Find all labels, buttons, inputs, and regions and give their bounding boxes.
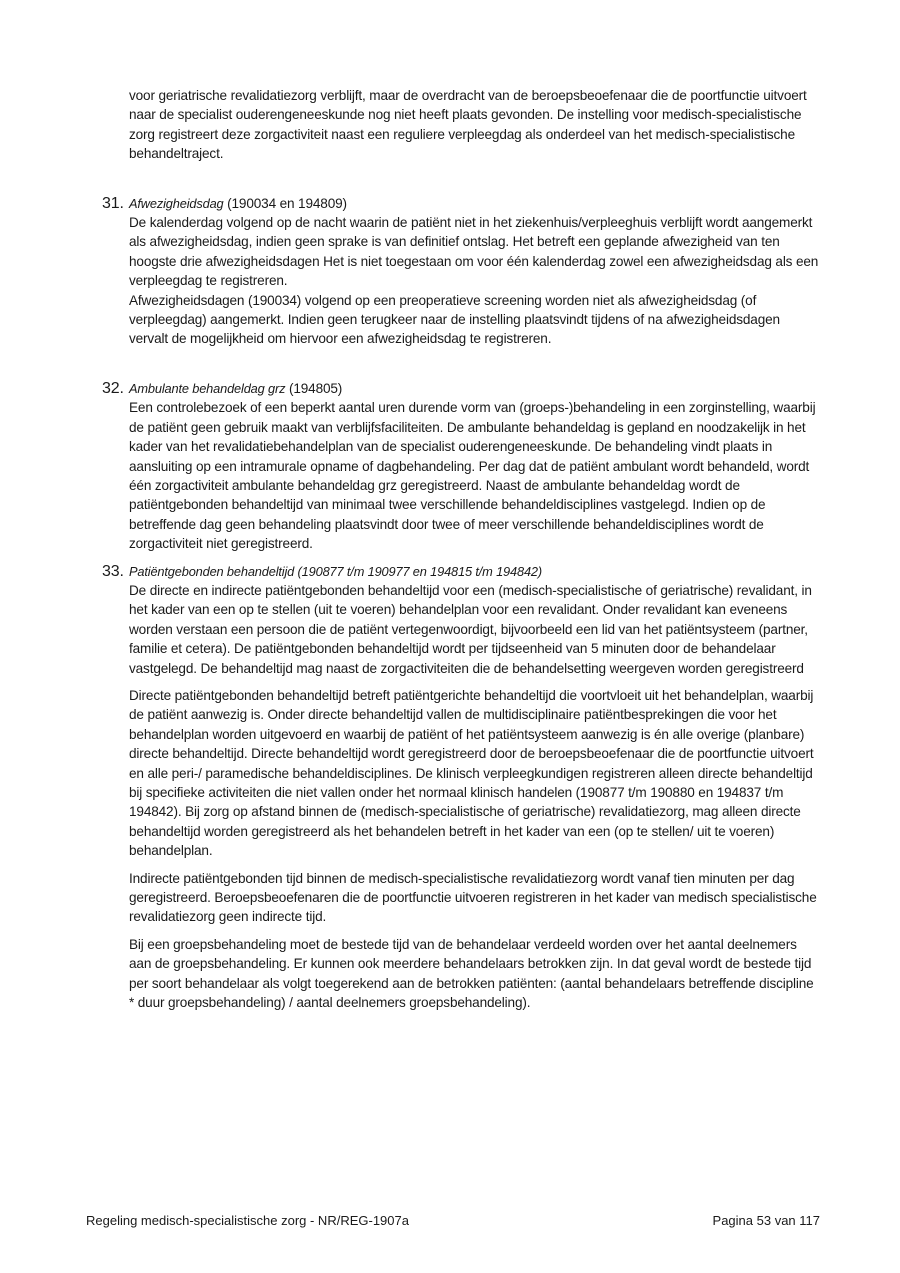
item-title: Ambulante behandeldag grz (194805): [129, 380, 343, 396]
item-title: Afwezigheidsdag (190034 en 194809): [129, 195, 347, 211]
item-paragraph: De directe en indirecte patiëntgebonden behandeltijd voor een (medisch-specialistische of geriatrische) revalidant, in het kader van een op te stellen (uit te voeren) behandelplan voor een revalidant. Onder revalidant kan eveneens worden verstaan een persoon die de patiënt vertegenwoordigt, bijvoorbeeld een lid van het patiëntsysteem (partner, familie et cetera). De patiëntgebonden behandeltijd wordt per tijdseenheid van 5 minuten door de behandelaar vastgelegd. De behandeltijd mag naast de zorgactiviteiten die de behandelsetting weergeven worden geregistreerd: [129, 582, 812, 676]
footer-document-title: Regeling medisch-specialistische zorg - NR/REG-1907a: [86, 1213, 409, 1228]
item-paragraph: Directe patiëntgebonden behandeltijd betreft patiëntgerichte behandeltijd die voortvloeit uit het behandelplan, waarbij de patiënt aanwezig is. Onder directe behandeltijd vallen de multidisciplinaire patiëntbesprekingen die voor het behandelplan worden uitgevoerd en waarbij de patiënt of het patiëntsysteem aanwezig is én alle overige (planbare) directe behandeltijd. Directe behandeltijd wordt geregistreerd door de beroepsbeoefenaar die de poortfunctie uitvoert en alle peri-/ paramedische behandeldisciplines. De klinisch verpleegkundigen registreren alleen directe behandeltijd bij specifieke activiteiten die niet vallen onder het normaal klinisch handelen (190877 t/m 190880 en 194837 t/m 194842). Bij zorg op afstand binnen de (medisch-specialistische of geriatrische) revalidatiezorg, mag alleen directe behandeltijd worden geregistreerd als het behandelen betreft in het kader van een (op te stellen/ uit te voeren) behandelplan.: [129, 687, 814, 859]
item-number: 32.: [102, 379, 124, 397]
page-body: [102, 86, 819, 1012]
item-number: 33.: [102, 562, 124, 580]
list-item-31: [102, 194, 819, 349]
item-paragraph: Bij een groepsbehandeling moet de bestede tijd van de behandelaar verdeeld worden over het aantal deelnemers aan de groepsbehandeling. Er kunnen ook meerdere behandelaars betrokken zijn. In dat geval wordt de bestede tijd per soort behandelaar als volgt toegerekend aan de betrokken patiënten: (aantal behandelaars betreffende discipline * duur groepsbehandeling) / aantal deelnemers groepsbehandeling).: [129, 936, 814, 1011]
intro-paragraph: voor geriatrische revalidatiezorg verblijft, maar de overdracht van de beroepsbeoefenaar die de poortfunctie uitvoert naar de specialist ouderengeneeskunde nog niet heeft plaats gevonden. De instelling voor medisch-specialistische zorg registreert deze zorgactiviteit naast een reguliere verpleegdag als onderdeel van het medisch-specialistische behandeltraject.: [129, 88, 807, 162]
item-paragraph: Indirecte patiëntgebonden tijd binnen de medisch-specialistische revalidatiezorg wordt vanaf tien minuten per dag geregistreerd. Beroepsbeoefenaren die de poortfunctie uitvoeren registreren in het kader van medisch specialistische revalidatiezorg geen indirecte tijd.: [129, 870, 817, 925]
item-paragraph: Afwezigheidsdagen (190034) volgend op een preoperatieve screening worden niet als afwezigheidsdag (of verpleegdag) aangemerkt. Indien geen terugkeer naar de instelling plaatsvindt tijdens of na afwezigheidsdagen vervalt de mogelijkheid om hiervoor een afwezigheidsdag te registreren.: [129, 292, 780, 347]
item-paragraph: De kalenderdag volgend op de nacht waarin de patiënt niet in het ziekenhuis/verpleeghuis verblijft wordt aangemerkt als afwezigheidsdag, indien geen sprake is van definitief ontslag. Het betreft een geplande afwezigheid van ten hoogste drie afwezigheidsdagen Het is niet toegestaan om voor één kalenderdag zowel een afwezigheidsdag als een verpleegdag te registreren.: [129, 215, 819, 289]
page-footer: [86, 1213, 820, 1228]
list-item-33: [102, 562, 819, 1013]
item-number: 31.: [102, 194, 124, 212]
item-title: Patiëntgebonden behandeltijd (190877 t/m 190977 en 194815 t/m 194842): [129, 563, 542, 579]
item-paragraph: Een controlebezoek of een beperkt aantal uren durende vorm van (groeps-)behandeling in een zorginstelling, waarbij de patiënt geen gebruik maakt van verblijfsfaciliteiten. De ambulante behandeldag is gepland en noodzakelijk in het kader van het revalidatiebehandelplan van de specialist ouderengeneeskunde. De behandeling vindt plaats in aansluiting op een intramurale opname of dagbehandeling. Per dag dat de patiënt ambulant wordt behandeld, wordt één zorgactiviteit ambulante behandeldag grz geregistreerd. Naast de ambulante behandeldag wordt de patiëntgebonden behandeltijd van minimaal twee verschillende behandeldisciplines vastgelegd. Indien op de betreffende dag geen behandeling plaatsvindt door twee of meer verschillende behandeldisciplines wordt de zorgactiviteit niet geregistreerd.: [129, 400, 816, 552]
footer-page-number: Pagina 53 van 117: [712, 1213, 820, 1228]
list-item-32: [102, 379, 819, 554]
